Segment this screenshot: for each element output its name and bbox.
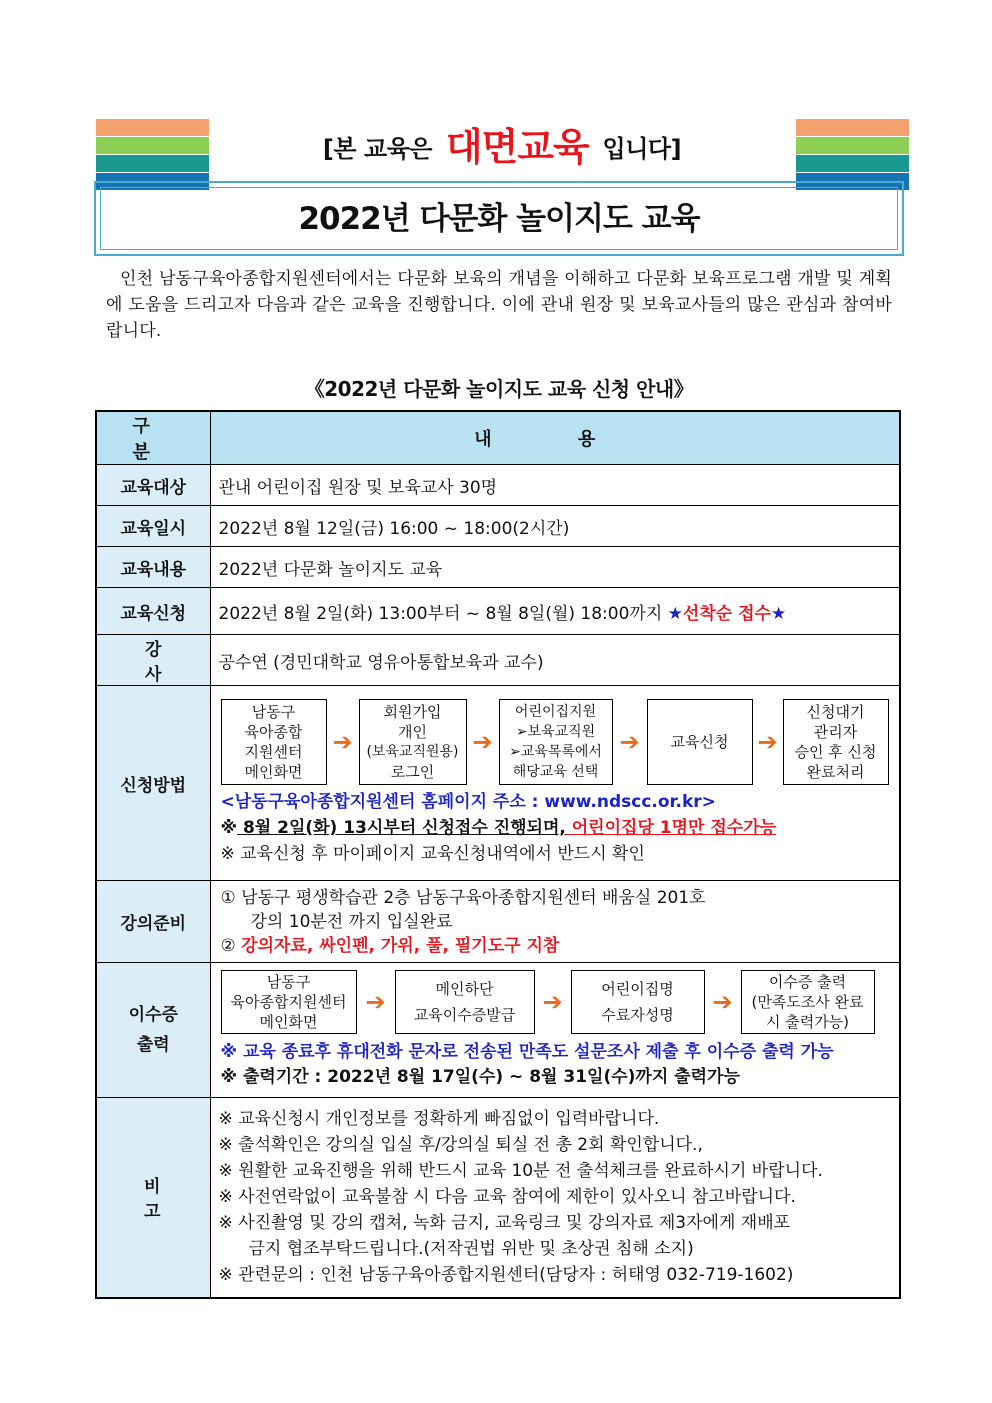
arrow-right-icon: ➔ xyxy=(619,728,640,756)
value-content: 2022년 다문화 놀이지도 교육 xyxy=(210,547,900,588)
row-apply xyxy=(96,588,900,635)
remark-line: 금지 협조부탁드립니다.(저작권법 위반 및 초상권 침해 소지) xyxy=(248,1239,694,1260)
title-box xyxy=(94,181,904,256)
prep-item-2: ② 강의자료, 싸인펜, 가위, 풀, 필기도구 지참 xyxy=(220,935,560,956)
star-icon: ★ xyxy=(770,603,787,624)
row-method xyxy=(96,686,900,881)
apply-flow xyxy=(221,699,894,785)
star-icon: ★ xyxy=(667,603,683,624)
arrow-right-icon: ➔ xyxy=(712,988,733,1016)
remark-line: ※ 관련문의 : 인천 남동구육아종합지원센터(담당자 : 허태영 032-719-1602) xyxy=(218,1265,794,1286)
in-person-banner xyxy=(210,122,794,172)
apply-period: 2022년 8월 2일(화) 13:00부터 ~ 8월 8일(월) 18:00까지 xyxy=(218,603,663,624)
row-prep xyxy=(96,881,900,963)
flow-step-apply: 교육신청 xyxy=(647,699,753,785)
certificate-flow xyxy=(221,970,894,1034)
cert-step-name: 어린이집명 수료자성명 xyxy=(571,970,705,1034)
arrow-right-icon: ➔ xyxy=(542,988,563,1016)
table-header-row xyxy=(96,411,900,465)
label-prep: 강의준비 xyxy=(96,881,210,963)
prep-item-1-detail: 강의 10분전 까지 입실완료 xyxy=(250,911,453,932)
row-certificate xyxy=(96,963,900,1098)
remark-line: ※ 교육신청시 개인정보를 정확하게 빠짐없이 입력바랍니다. xyxy=(218,1109,660,1130)
value-method xyxy=(210,686,900,881)
decorative-stripes-right xyxy=(796,119,909,190)
label-date: 교육일시 xyxy=(96,506,210,547)
arrow-right-icon: ➔ xyxy=(472,728,493,756)
row-target xyxy=(96,465,900,506)
label-certificate: 이수증 출력 xyxy=(96,963,210,1098)
value-apply xyxy=(210,588,900,635)
value-lecturer: 공수연 (경민대학교 영유아통합보육과 교수) xyxy=(210,635,900,686)
label-apply: 교육신청 xyxy=(96,588,210,635)
remark-line: ※ 사전연락없이 교육불참 시 다음 교육 참여에 제한이 있사오니 참고바랍니다. xyxy=(218,1187,796,1208)
flow-step-main-page: 남동구 육아종합 지원센터 메인화면 xyxy=(221,699,327,785)
remark-line: ※ 사진촬영 및 강의 캡쳐, 녹화 금지, 교육링크 및 강의자료 제3자에게 재배포 xyxy=(218,1213,791,1234)
value-target: 관내 어린이집 원장 및 보육교사 30명 xyxy=(210,465,900,506)
decorative-stripes-left xyxy=(96,119,209,190)
row-content xyxy=(96,547,900,588)
header-content: 내 용 xyxy=(210,411,900,465)
label-method: 신청방법 xyxy=(96,686,210,881)
flow-step-login: 회원가입 개인 (보육교직원용) 로그인 xyxy=(359,699,467,785)
label-remarks: 비 고 xyxy=(96,1098,210,1298)
first-come-note: 선착순 접수 xyxy=(682,603,771,624)
cert-step-main-page: 남동구 육아종합지원센터 메인화면 xyxy=(221,970,357,1034)
label-content: 교육내용 xyxy=(96,547,210,588)
row-remarks xyxy=(96,1098,900,1298)
method-note-2: ※ 교육신청 후 마이페이지 교육신청내역에서 반드시 확인 xyxy=(220,844,645,864)
remark-line: ※ 출석확인은 강의실 입실 후/강의실 퇴실 전 총 2회 확인합니다., xyxy=(218,1135,703,1156)
arrow-right-icon: ➔ xyxy=(757,728,778,756)
remark-line: ※ 원활한 교육진행을 위해 반드시 교육 10분 전 출석체크를 완료하시기 바랍니다. xyxy=(218,1161,823,1182)
value-certificate xyxy=(210,963,900,1098)
flow-step-select-course: 어린이집지원 ➢보육교직원 ➢교육목록에서 해당교육 선택 xyxy=(499,699,613,785)
banner-prefix: [본 교육은 xyxy=(322,135,432,163)
cert-step-print: 이수증 출력 (만족도조사 완료 시 출력가능) xyxy=(741,970,875,1034)
method-note-1: ※ 8월 2일(화) 13시부터 신청접수 진행되며, 어린이집당 1명만 접수가능 xyxy=(220,818,777,838)
value-remarks xyxy=(210,1098,900,1298)
homepage-address: <남동구육아종합지원센터 홈페이지 주소 : www.ndscc.or.kr> xyxy=(220,792,716,812)
prep-item-1: ① 남동구 평생학습관 2층 남동구육아종합지원센터 배움실 201호 xyxy=(220,887,706,908)
arrow-right-icon: ➔ xyxy=(332,728,353,756)
certificate-note-2: ※ 출력기간 : 2022년 8월 17일(수) ~ 8월 31일(수)까지 출력가능 xyxy=(220,1067,740,1087)
header-category: 구 분 xyxy=(96,411,210,465)
label-target: 교육대상 xyxy=(96,465,210,506)
arrow-right-icon: ➔ xyxy=(365,988,386,1016)
intro-paragraph: 인천 남동구육아종합지원센터에서는 다문화 보육의 개념을 이해하고 다문화 보육프로그램 개발 및 계획에 도움을 드리고자 다음과 같은 교육을 진행합니다. 이에 관내 원장 및 보육교사들의 많은 관심과 참여바랍니다. xyxy=(106,269,892,341)
cert-step-issue: 메인하단 교육이수증발급 xyxy=(395,970,535,1034)
banner-suffix: 입니다] xyxy=(602,135,682,163)
label-lecturer: 강 사 xyxy=(96,635,210,686)
page-title: 2022년 다문화 놀이지도 교육 xyxy=(100,187,898,250)
section-subtitle: 《2022년 다문화 놀이지도 교육 신청 안내》 xyxy=(304,377,694,401)
certificate-note-1: ※ 교육 종료후 휴대전화 문자로 전송된 만족도 설문조사 제출 후 이수증 출력 가능 xyxy=(220,1042,834,1062)
value-prep xyxy=(210,881,900,963)
info-table xyxy=(95,410,901,1299)
row-date xyxy=(96,506,900,547)
flow-step-approval: 신청대기 관리자 승인 후 신청 완료처리 xyxy=(783,699,889,785)
row-lecturer xyxy=(96,635,900,686)
value-date: 2022년 8월 12일(금) 16:00 ~ 18:00(2시간) xyxy=(210,506,900,547)
banner-highlight: 대면교육 xyxy=(445,125,589,169)
